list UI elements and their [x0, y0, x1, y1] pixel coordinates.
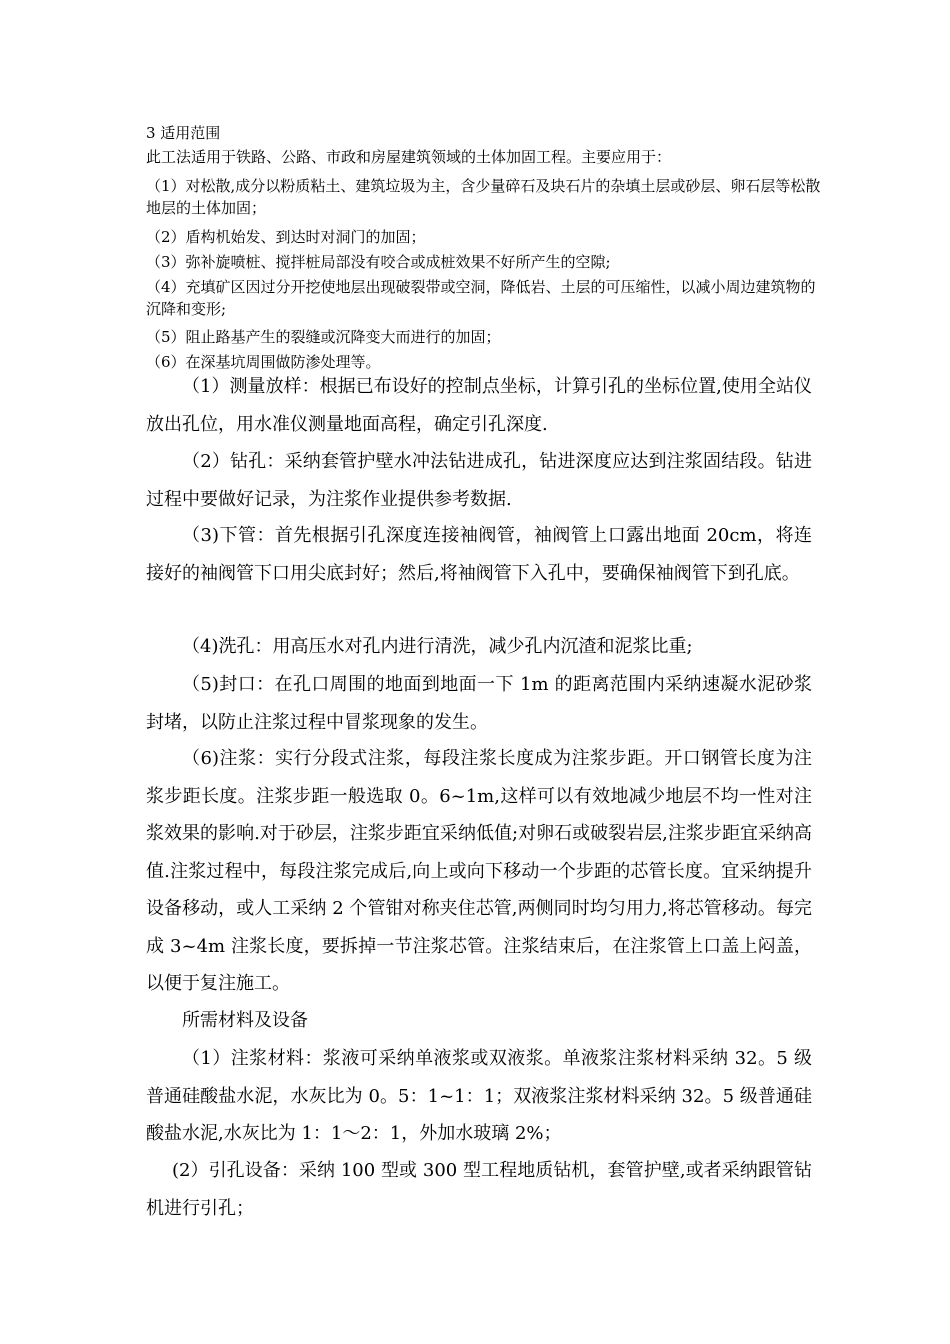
process-step-grouting: （6)注浆：实行分段式注浆，每段注浆长度成为注浆步距。开口钢管长度为注浆步距长度。注浆步距一般选取 0。6~1m,这样可以有效地减少地层不均一性对注浆效果的影响.对于砂层，注浆步距宜采纳低值;对卵石或破裂岩层,注浆步距宜采纳高值.注浆过程中，每段注浆完成后,向上或向下移动一个步距的芯管长度。宜采纳提升设备移动，或人工采纳 2 个管钳对称夹住芯管,两侧同时均匀用力,将芯管移动。每完成 3~4m 注浆长度，要拆掉一节注浆芯管。注浆结束后，在注浆管上口盖上闷盖，以便于复注施工。: [146, 748, 812, 994]
materials-item-drilling-equipment: (2）引孔设备：采纳 100 型或 300 型工程地质钻机，套管护壁,或者采纳跟管钻机进行引孔；: [146, 1160, 812, 1219]
materials-item-grout: （1）注浆材料：浆液可采纳单液浆或双液浆。单液浆注浆材料采纳 32。5 级普通硅酸盐水泥，水灰比为 0。5：1~1：1；双液浆注浆材料采纳 32。5 级普通硅酸盐水泥,水灰比为 1：1～2：1，外加水玻璃 2%；: [146, 1048, 812, 1144]
section-heading-materials: 所需材料及设备: [182, 1010, 308, 1031]
section-heading-scope: 3 适用范围: [146, 124, 221, 142]
scope-intro: 此工法适用于铁路、公路、市政和房屋建筑领域的土体加固工程。主要应用于：: [146, 148, 672, 166]
scope-item-5: （5）阻止路基产生的裂缝或沉降变大而进行的加固；: [146, 328, 501, 346]
process-step-pipe-install: （3)下管：首先根据引孔深度连接袖阀管，袖阀管上口露出地面 20cm，将连接好的袖阀管下口用尖底封好；然后,将袖阀管下入孔中，要确保袖阀管下到孔底。: [146, 525, 812, 584]
scope-item-4: （4）充填矿区因过分开挖使地层出现破裂带或空洞，降低岩、土层的可压缩性，以减小周边建筑物的沉降和变形;: [146, 278, 816, 318]
process-step-survey: （1）测量放样：根据已布设好的控制点坐标，计算引孔的坐标位置,使用全站仪放出孔位，用水准仪测量地面高程，确定引孔深度.: [146, 376, 812, 435]
process-step-sealing: （5)封口：在孔口周围的地面到地面一下 1m 的距离范围内采纳速凝水泥砂浆封堵，以防止注浆过程中冒浆现象的发生。: [146, 674, 812, 733]
process-step-drilling: （2）钻孔：采纳套管护壁水冲法钻进成孔，钻进深度应达到注浆固结段。钻进过程中要做好记录，为注浆作业提供参考数据.: [146, 451, 812, 510]
scope-item-3: （3）弥补旋喷桩、搅拌桩局部没有咬合或成桩效果不好所产生的空隙;: [146, 253, 611, 271]
process-step-hole-wash: （4)洗孔：用高压水对孔内进行清洗，减少孔内沉渣和泥浆比重;: [182, 636, 693, 657]
scope-item-2: （2）盾构机始发、到达时对洞门的加固；: [146, 228, 426, 246]
scope-item-6: （6）在深基坑周围做防渗处理等。: [146, 353, 381, 371]
scope-item-1: （1）对松散,成分以粉质粘土、建筑垃圾为主，含少量碎石及块石片的杂填土层或砂层、卵石层等松散地层的土体加固；: [146, 177, 821, 217]
